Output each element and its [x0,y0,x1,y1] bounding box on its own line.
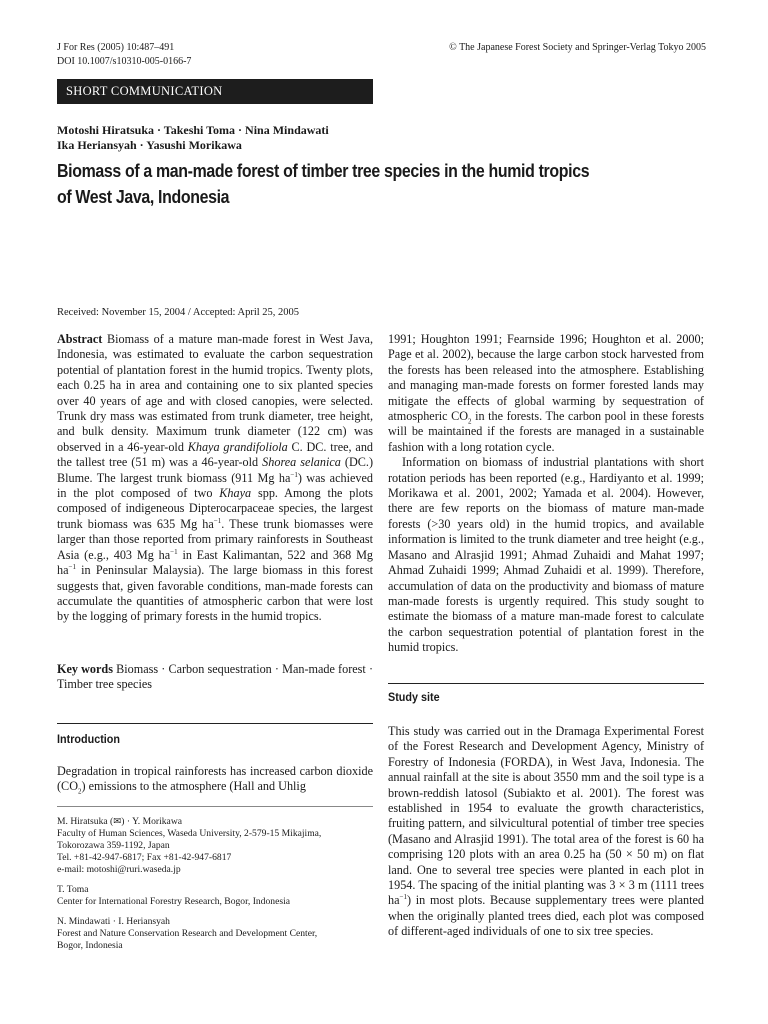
paragraph-text: This study was carried out in the Dramaga Experimental Forest of the Forest Research and Development Agency, Ministry of Forestry of Indonesia (FORDA), in West Java, Indonesia. The annual rainfall at the site is about 3550 mm and the soil type is a brown-reddish latosol (Subiakto et al. 2001). The forest was established in 1954 to evaluate the growth characteristics, fruiting pattern, and silvicultural potential of timber tree species (Masano and Alrasjid 1991). The total area of the forest is 60 ha comprising 120 plots with an area 0.25 ha (50 × 50 m) on flat land. One to several tree species were planted in each plot in 1954. The spacing of the initial planting was 3 × 3 m (1111 trees ha [388,724,704,908]
title-line-2: of West Java, Indonesia [57,186,230,207]
affiliation-line: Tokorozawa 359-1192, Japan [57,840,170,851]
footnote-divider [57,806,373,807]
paragraph-text: in the forests. The carbon pool in these forests will be maintained if the forests are managed in a sustainable fashion with a long rotation cycle. [388,409,704,454]
abstract-text: Biomass of a mature man-made forest in West Java, Indonesia, was estimated to evaluate the carbon sequestration potential of plantation forest in the humid tropics. Twenty plots, each 0.25 ha in area and containing one to six planted species over 40 years of age and with closed canopies, were selected. Trunk dry mass was estimated from trunk diameter, tree height, and bulk density. Maximum trunk diameter (122 cm) was observed in a 46-year-old [57,332,373,454]
abstract-label: Abstract [57,332,103,346]
author-list-line-1: Motoshi Hiratsuka · Takeshi Toma · Nina Mindawati [57,123,329,137]
species-name: Khaya grandifoliola [187,439,288,454]
affiliation-email: e-mail: motoshi@ruri.waseda.jp [57,864,181,875]
section-divider [388,683,704,684]
affiliation-names: T. Toma [57,884,89,895]
superscript: −1 [290,470,298,479]
affiliation-line: Faculty of Human Sciences, Waseda University, 2-579-15 Mikajima, [57,828,322,839]
keywords-label: Key words [57,662,113,676]
abstract-text: (DC.) Blume. The largest trunk biomass (911 Mg ha [57,455,374,485]
abstract [57,332,373,625]
abstract-text: in East Kalimantan, 522 and 368 Mg ha [57,547,374,578]
affiliation-names: N. Mindawati · I. Heriansyah [57,916,170,927]
affiliation-line: Forest and Nature Conservation Research and Development Center, [57,928,318,939]
superscript: −1 [399,893,407,902]
article-type-banner: SHORT COMMUNICATION [57,79,373,104]
paragraph-text: 1991; Houghton 1991; Fearnside 1996; Houghton et al. 2000; Page et al. 2002), because the large carbon stock harvested from the forests has been released into the atmosphere. Establishing and managing man-made forests on former forested lands may mitigate the effects of global warming by sequestration of atmospheric CO [388,332,704,424]
superscript: −1 [170,547,178,556]
study-site-heading: Study site [388,690,440,704]
affiliation-names: M. Hiratsuka (✉) · Y. Morikawa [57,816,183,827]
right-column-intro [388,332,704,656]
paragraph-text: ) in most plots. Because supplementary trees were planted when the originally planted trees died, each plot was composed of different-aged individuals of one to six tree species. [388,893,704,939]
affiliations [57,816,373,952]
species-name: Shorea selanica [262,455,341,470]
abstract-text: . These trunk biomasses were larger than those reported from primary rainforests in Southeast Asia (e.g., 403 Mg ha [57,516,374,562]
species-name: Khaya [219,486,252,501]
paragraph-text: ) emissions to the atmosphere (Hall and Uhlig [81,779,306,794]
subscript: 2 [78,787,82,796]
copyright-notice: © The Japanese Forest Society and Springer-Verlag Tokyo 2005 [449,42,706,53]
abstract-text: ) was achieved in the plot composed of two [57,470,373,501]
study-site-text [388,724,704,940]
subscript: 2 [468,417,472,426]
superscript: −1 [68,563,76,572]
paragraph: Information on biomass of industrial plantations with short rotation periods has been reported (e.g., Hardiyanto et al. 1999; Morikawa et al. 2001, 2002; Yamada et al. 2004). However, there are few reports on the biomass of mature man-made forests (>30 years old) in the humid tropics, and available information is limited to the trunk diameter and tree height (e.g., Masano and Alrasjid 1991; Ahmad Zuhaidi and Mahat 1997; Ahmad Zuhaidi 1999; Ahmad Zuhaidi et al. 1999). Therefore, accumulation of data on the productivity and biomass of mature man-made forests is urgently required. This study sought to estimate the biomass of a mature man-made forest to calculate the carbon sequestration potential of plantation forest in the humid tropics. [388,455,704,655]
affiliation-line: Bogor, Indonesia [57,940,123,951]
received-accepted-dates: Received: November 15, 2004 / Accepted: April 25, 2005 [57,307,300,318]
keywords-text: Biomass · Carbon sequestration · Man-made forest · Timber tree species [57,662,374,692]
author-list-line-2: Ika Heriansyah · Yasushi Morikawa [57,138,242,152]
doi: DOI 10.1007/s10310-005-0166-7 [57,56,192,67]
title-line-1: Biomass of a man-made forest of timber tree species in the humid tropics [57,160,590,181]
affiliation-line: Tel. +81-42-947-6817; Fax +81-42-947-6817 [57,852,232,863]
abstract-text: in Peninsular Malaysia). The large biomass in this forest suggests that, given favorable conditions, man-made forests can accumulate the quantities of atmospheric carbon that were lost by the logging of primary forests in the humid tropics. [57,563,373,624]
article-title [57,158,711,210]
introduction-heading: Introduction [57,732,120,746]
journal-citation: J For Res (2005) 10:487–491 [57,42,175,53]
affiliation-line: Center for International Forestry Research, Bogor, Indonesia [57,896,290,907]
abstract-text: C. DC. tree, and the tallest tree (51 m) was a 46-year-old [57,439,374,470]
superscript: −1 [213,516,222,525]
paragraph-text: Degradation in tropical rainforests has increased carbon dioxide (CO [57,764,373,794]
keywords [57,662,373,693]
section-divider [57,723,373,724]
abstract-text: spp. Among the plots composed of indigeneous Dipterocarpaceae species, the largest trunk biomass was 635 Mg ha [57,486,373,531]
introduction-text [57,764,373,795]
